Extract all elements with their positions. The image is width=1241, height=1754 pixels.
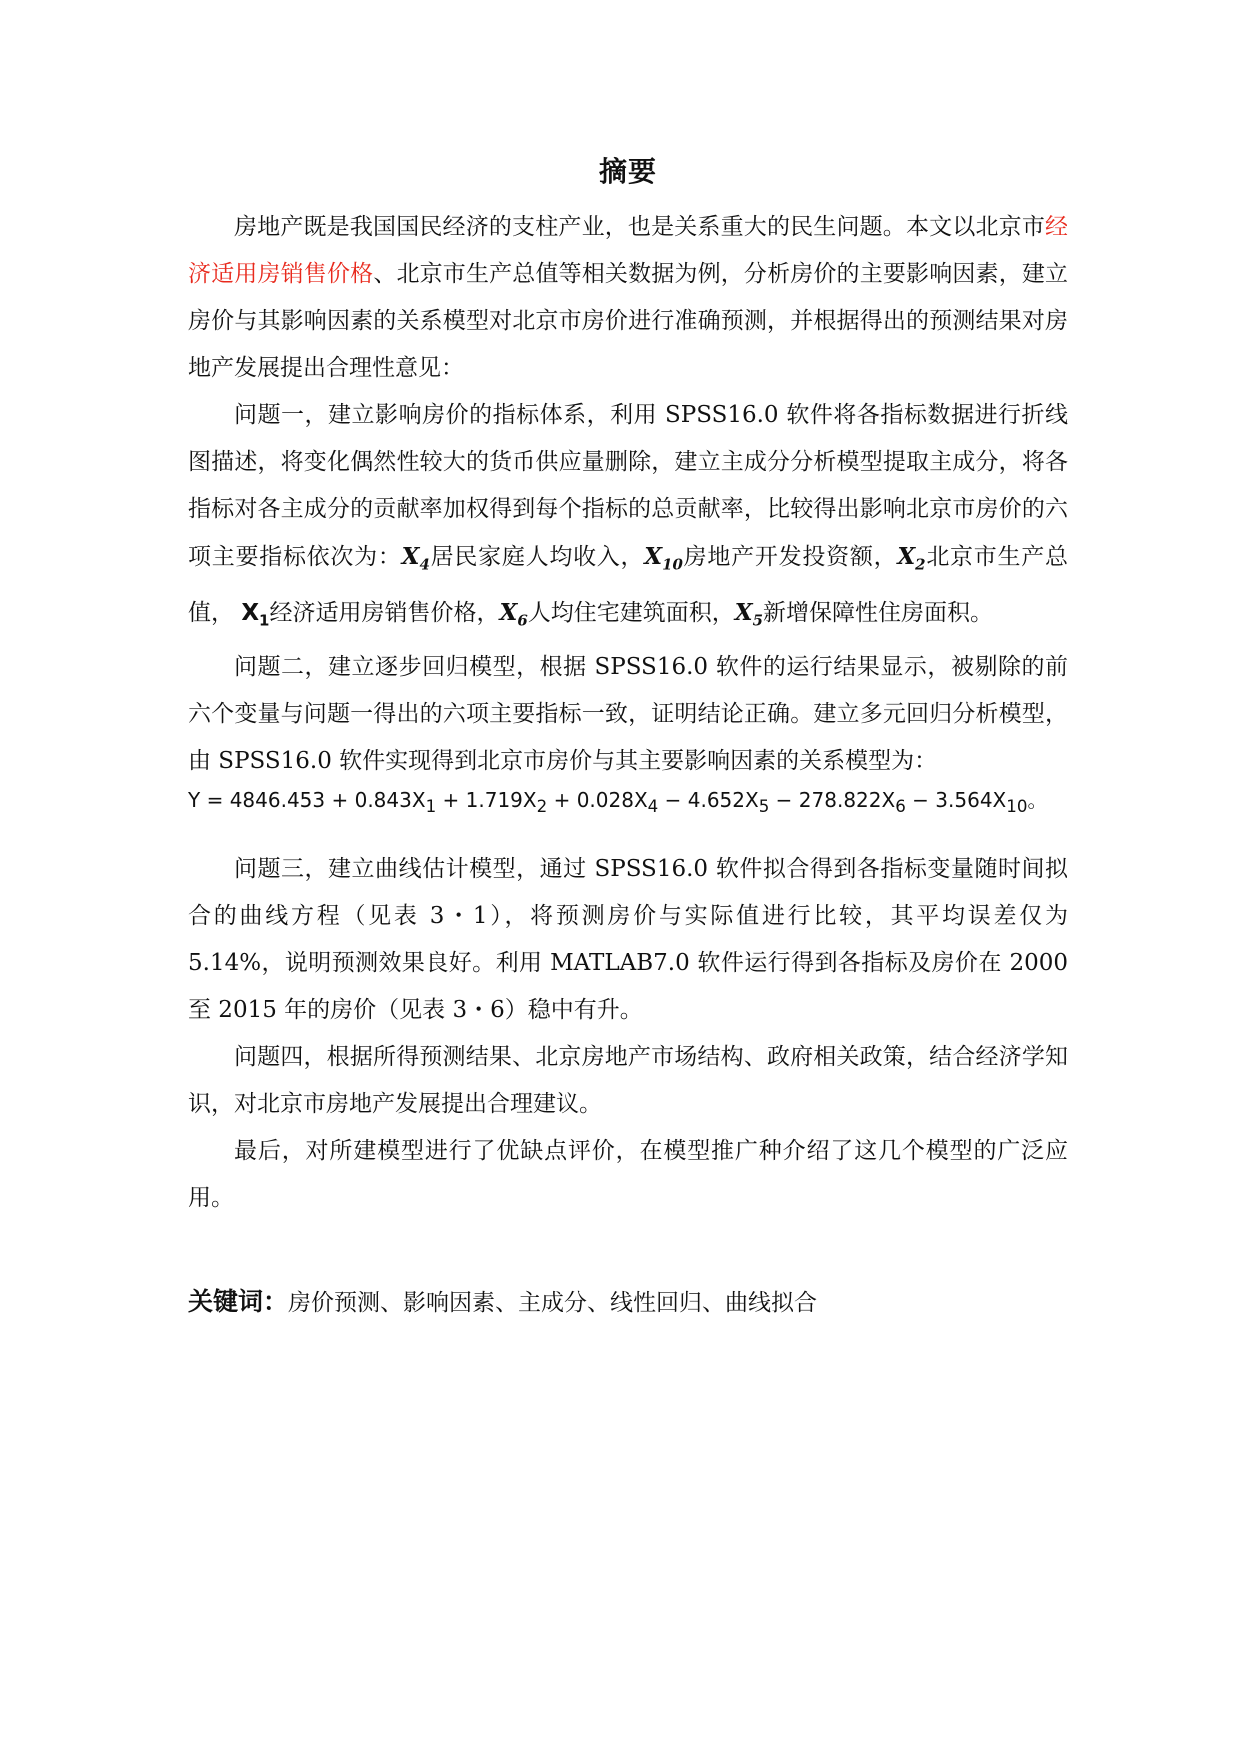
- question3-paragraph: 问题三，建立曲线估计模型，通过 SPSS16.0 软件拟合得到各指标变量随时间拟合的曲线方程（见表 3・1），将预测房价与实际值进行比较，其平均误差仅为 5.14%，说明预测效果良好。利用 MATLAB7.0 软件运行得到各指标及房价在 2000 至 2015 年的房价（见表 3・6）稳中有升。: [188, 856, 1068, 1024]
- intro-highlight: 经济适用房销售价格: [188, 214, 1068, 287]
- final-paragraph: 最后，对所建模型进行了优缺点评价，在模型推广种介绍了这几个模型的广泛应用。: [188, 1138, 1068, 1212]
- q1-var-x6: $X_6$: [499, 598, 528, 630]
- q1-var-x1: $X_1$: [241, 599, 270, 630]
- q1-label-3: 北京市生产总值，: [188, 544, 1069, 626]
- question1-paragraph: [188, 392, 1068, 644]
- q2-text: 问题二，建立逐步回归模型，根据 SPSS16.0 软件的运行结果显示，被剔除的前六个变量与问题一得出的六项主要指标一致，证明结论正确。建立多元回归分析模型，由 SPSS16.0 软件实现得到北京市房价与其主要影响因素的关系模型为：: [188, 654, 1068, 775]
- q1-var-x5: $X_5$: [734, 598, 763, 630]
- q1-text: 问题一，建立影响房价的指标体系，利用 SPSS16.0 软件将各指标数据进行折线图描述，将变化偶然性较大的货币供应量删除，建立主成分分析模型提取主成分，将各指标对各主成分的贡献率加权得到每个指标的总贡献率，比较得出影响北京市房价的六项主要指标依次为：: [188, 402, 1068, 570]
- keywords-line: [188, 1282, 1068, 1323]
- q1-var-x4: $X_4$: [401, 543, 430, 574]
- q1-label-6: 新增保障性住房面积。: [762, 599, 993, 626]
- q1-label-4: 经济适用房销售价格，: [269, 599, 500, 626]
- abstract-title: 摘要: [598, 155, 657, 188]
- question2-paragraph: [188, 644, 1068, 785]
- q1-var-x10: $X_{10}$: [644, 543, 683, 574]
- q1-label-5: 人均住宅建筑面积，: [527, 599, 735, 626]
- question4-paragraph: 问题四，根据所得预测结果、北京房地产市场结构、政府相关政策，结合经济学知识，对北京市房地产发展提出合理建议。: [188, 1044, 1068, 1118]
- intro-text-2: 、北京市生产总值等相关数据为例，分析房价的主要影响因素，建立房价与其影响因素的关系模型对北京市房价进行准确预测，并根据得出的预测结果对房地产发展提出合理性意见：: [188, 261, 1069, 381]
- abstract-page: [188, 150, 1068, 1323]
- regression-formula: $Y = 4846.453 + 0.843X_1 + 1.719X_2 + 0.028X_4 - 4.652X_5 - 278.822X_6 - 3.564X_{10}$。: [188, 788, 1048, 817]
- intro-paragraph: [188, 204, 1068, 392]
- q1-var-x2: $X_2$: [897, 543, 926, 574]
- keywords-label: 关键词：: [188, 1287, 289, 1317]
- intro-text-1: 房地产既是我国国民经济的支柱产业，也是关系重大的民生问题。本文以北京市: [234, 214, 1045, 240]
- q1-label-2: 房地产开发投资额，: [682, 544, 898, 570]
- q1-label-1: 居民家庭人均收入，: [429, 544, 645, 570]
- keywords-value: 房价预测、影响因素、主成分、线性回归、曲线拟合: [288, 1290, 818, 1317]
